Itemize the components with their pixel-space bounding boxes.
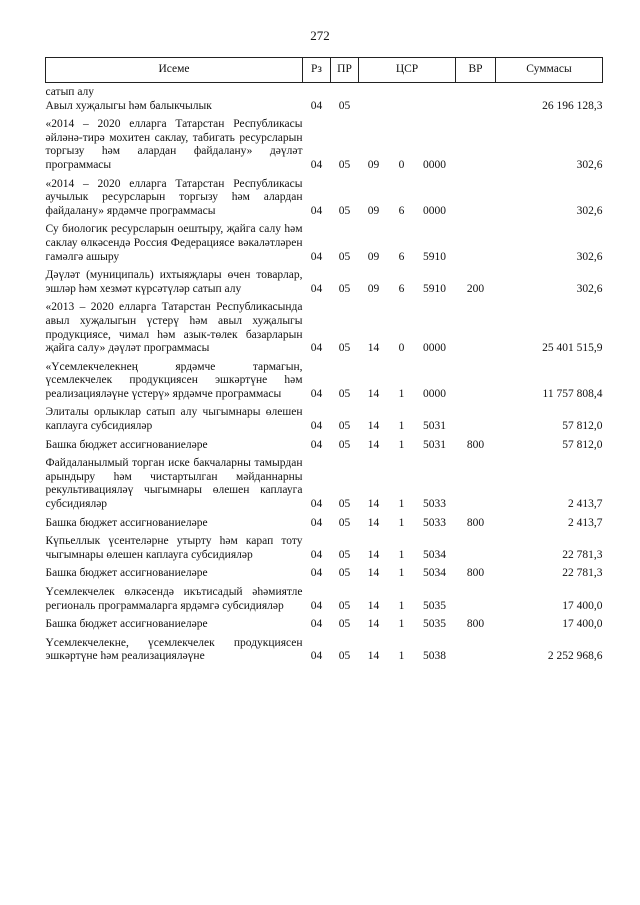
row-vr: [456, 632, 496, 664]
row-name: Башка бюджет ассигнованиеләре: [45, 618, 208, 631]
row-csr1: 14: [367, 498, 380, 511]
row-csr2: 1: [398, 516, 405, 529]
row-csr1: 14: [367, 599, 380, 612]
header-name: Исеме: [46, 58, 303, 83]
row-rz: 04: [310, 567, 323, 580]
row-rz: 04: [310, 342, 323, 355]
row-sum: 2 413,7: [568, 516, 603, 529]
row-csr1: 14: [367, 387, 380, 400]
row-csr2: 1: [398, 618, 405, 631]
row-csr: [359, 512, 456, 531]
row-csr1: 14: [367, 618, 380, 631]
row-sum: 302,6: [576, 250, 603, 263]
row-vr: [456, 296, 496, 355]
row-pr: 05: [338, 420, 351, 433]
table-row: [46, 100, 603, 114]
row-vr: [456, 113, 496, 172]
row-name: Башка бюджет ассигнованиеләре: [45, 438, 208, 451]
row-pr: 05: [338, 158, 351, 171]
header-csr: ЦСР: [359, 58, 456, 83]
page-number: 272: [310, 28, 330, 43]
row-csr1: 14: [367, 516, 380, 529]
row-csr1: 14: [367, 548, 380, 561]
row-name: «2013 – 2020 елларга Татарстан Республикасында авыл хуҗалыгын үстерү һәм авыл хуҗалыгы продукциясе, чимал һәм азык-төлек базарларын җайга салу» дәүләт программасы: [45, 301, 303, 355]
row-csr1: 09: [367, 158, 380, 171]
header-sum: Суммасы: [496, 58, 603, 83]
row-csr: [359, 356, 456, 402]
row-csr3: 5031: [423, 438, 446, 451]
row-name: Элиталы орлыклар сатып алу чыгымнары өлешен каплауга субсидияләр: [45, 406, 303, 433]
row-csr1: 09: [367, 250, 380, 263]
row-rz: 04: [310, 204, 323, 217]
row-pr: 05: [338, 387, 351, 400]
row-csr3: 0000: [423, 204, 446, 217]
row-pr: 05: [338, 438, 351, 451]
row-sum: 26 196 128,3: [542, 99, 603, 112]
row-name: Дәүләт (муниципаль) ихтыяҗлары өчен товарлар, эшләр һәм хезмәт күрсәтүләр сатып алу: [45, 269, 303, 295]
table-row: [46, 562, 603, 581]
row-csr2: 6: [398, 282, 405, 295]
row-rz: 04: [310, 438, 323, 451]
row-name: сатып алу: [45, 86, 95, 98]
row-vr: [456, 401, 496, 433]
row-vr: 800: [466, 618, 485, 631]
row-csr: [359, 83, 456, 100]
row-csr3: 5035: [423, 618, 446, 631]
row-vr: [456, 581, 496, 613]
row-rz: 04: [310, 548, 323, 561]
row-csr2: 0: [398, 158, 405, 171]
table-row: [46, 218, 603, 264]
row-vr: [456, 530, 496, 562]
row-vr: 200: [466, 282, 485, 295]
row-sum: 302,6: [576, 158, 603, 171]
row-csr3: 5910: [423, 282, 446, 295]
row-csr3: 5910: [423, 250, 446, 263]
row-csr: [359, 264, 456, 296]
row-csr: [359, 173, 456, 219]
row-csr3: 5031: [423, 420, 446, 433]
row-csr: [359, 401, 456, 433]
row-csr: [359, 613, 456, 632]
table-row: [46, 452, 603, 511]
table-row: [46, 530, 603, 562]
row-csr3: 0000: [423, 158, 446, 171]
row-sum: 11 757 808,4: [542, 387, 603, 400]
header-pr: ПР: [331, 58, 359, 83]
table-row: [46, 632, 603, 664]
row-rz: 04: [310, 99, 323, 112]
table-row: [46, 401, 603, 433]
row-sum: 17 400,0: [562, 618, 603, 631]
row-name: Күпьеллык үсентеләрне утырту һәм карап тоту чыгымнары өлешен каплауга субсидияләр: [45, 535, 303, 561]
row-csr: [359, 100, 456, 114]
header-vr: ВР: [456, 58, 496, 83]
row-csr2: 1: [398, 387, 405, 400]
row-rz: [303, 83, 331, 100]
row-csr1: 09: [367, 282, 380, 295]
row-csr2: 1: [398, 599, 405, 612]
row-csr: [359, 632, 456, 664]
row-rz: 04: [310, 516, 323, 529]
row-csr1: 14: [367, 342, 380, 355]
row-sum: 22 781,3: [562, 567, 603, 580]
row-pr: 05: [338, 250, 351, 263]
budget-table: [45, 57, 603, 664]
row-sum: 57 812,0: [562, 420, 603, 433]
table-row: [46, 296, 603, 355]
row-csr: [359, 113, 456, 172]
row-pr: 05: [338, 99, 351, 112]
table-row: [46, 512, 603, 531]
row-csr2: 0: [398, 342, 405, 355]
row-rz: 04: [310, 650, 323, 663]
table-row: [46, 173, 603, 219]
row-pr: 05: [338, 342, 351, 355]
row-name: «2014 – 2020 елларга Татарстан Республикасы аучылык ресурсларын торгызу һәм алардан файдалану» ярдәмче программасы: [45, 177, 303, 217]
row-rz: 04: [310, 599, 323, 612]
row-name: Файдаланылмый торган иске бакчаларны тамырдан арындыру һәм чистартылган мәйданнарны рекультивацияләү чыгымнары өлешен каплауга субсидияләр: [45, 457, 303, 511]
row-sum: 22 781,3: [562, 548, 603, 561]
row-vr: [456, 356, 496, 402]
row-vr: [456, 173, 496, 219]
row-csr2: 6: [398, 204, 405, 217]
row-pr: 05: [338, 650, 351, 663]
row-csr: [359, 434, 456, 453]
row-sum: 25 401 515,9: [542, 342, 603, 355]
row-csr: [359, 562, 456, 581]
row-sum: 2 252 968,6: [547, 650, 603, 663]
row-name: Башка бюджет ассигнованиеләре: [45, 567, 208, 580]
row-csr3: 5035: [423, 599, 446, 612]
row-sum: 57 812,0: [562, 438, 603, 451]
row-csr2: 1: [398, 420, 405, 433]
row-csr1: 14: [367, 567, 380, 580]
row-name: «Үсемлекчелекнең ярдәмче тармагын, үсемлекчелек продукциясен эшкәртүне һәм реализацияләүне үстерү» ярдәмче программасы: [45, 360, 303, 400]
row-name: Су биологик ресурсларын оештыру, җайга салу һәм саклау өлкәсендә Россия Федерациясе вәкаләтләрен гамәлгә ашыру: [45, 223, 303, 263]
row-name: Авыл хуҗалыгы һәм балыкчылык: [45, 99, 212, 112]
row-csr2: 1: [398, 650, 405, 663]
row-sum: 302,6: [576, 204, 603, 217]
row-pr: 05: [338, 548, 351, 561]
row-name: Үсемлекчелекне, үсемлекчелек продукциясен эшкәртүне һәм реализацияләүне: [45, 636, 303, 663]
table-row: [46, 264, 603, 296]
row-csr2: 1: [398, 548, 405, 561]
row-pr: 05: [338, 567, 351, 580]
row-vr: [456, 218, 496, 264]
row-rz: 04: [310, 618, 323, 631]
row-rz: 04: [310, 498, 323, 511]
table-header-row: [46, 58, 603, 83]
row-sum: [496, 83, 603, 100]
row-csr2: 1: [398, 567, 405, 580]
row-vr: [456, 452, 496, 511]
row-csr3: 5038: [423, 650, 446, 663]
row-vr: 800: [466, 438, 485, 451]
table-row: [46, 113, 603, 172]
row-vr: [456, 100, 496, 114]
row-csr2: 1: [398, 498, 405, 511]
row-vr: [456, 83, 496, 100]
row-csr1: 14: [367, 650, 380, 663]
header-rz: Рз: [303, 58, 331, 83]
row-csr: [359, 581, 456, 613]
row-csr1: 14: [367, 420, 380, 433]
row-csr3: 5033: [423, 516, 446, 529]
row-vr: 800: [466, 567, 485, 580]
row-sum: 2 413,7: [568, 498, 603, 511]
table-row: [46, 356, 603, 402]
row-pr: 05: [338, 618, 351, 631]
row-rz: 04: [310, 282, 323, 295]
row-csr1: 09: [367, 204, 380, 217]
row-csr1: 14: [367, 438, 380, 451]
row-pr: 05: [338, 204, 351, 217]
row-sum: 17 400,0: [562, 599, 603, 612]
row-sum: 302,6: [576, 282, 603, 295]
row-pr: 05: [338, 599, 351, 612]
table-row: [46, 613, 603, 632]
row-csr2: 1: [398, 438, 405, 451]
row-csr3: 0000: [423, 342, 446, 355]
row-rz: 04: [310, 158, 323, 171]
row-pr: 05: [338, 282, 351, 295]
row-csr: [359, 530, 456, 562]
table-row: [46, 581, 603, 613]
row-csr: [359, 452, 456, 511]
row-csr: [359, 218, 456, 264]
row-vr: 800: [466, 516, 485, 529]
row-csr3: 5034: [423, 567, 446, 580]
row-csr3: 0000: [423, 387, 446, 400]
row-csr3: 5033: [423, 498, 446, 511]
table-row: [46, 83, 603, 100]
row-csr3: 5034: [423, 548, 446, 561]
row-name: Башка бюджет ассигнованиеләре: [45, 516, 208, 529]
row-name: «2014 – 2020 елларга Татарстан Республикасы әйләнә-тирә мохитен саклау, табигать ресурсларын торгызу һәм алардан файдалану» дәүләт программасы: [45, 118, 303, 171]
row-pr: 05: [338, 516, 351, 529]
row-rz: 04: [310, 387, 323, 400]
row-csr: [359, 296, 456, 355]
row-rz: 04: [310, 250, 323, 263]
row-rz: 04: [310, 420, 323, 433]
row-name: Үсемлекчелек өлкәсендә икътисадый әһәмиятле региональ программаларга ярдәмгә субсидияләр: [45, 586, 303, 612]
row-csr2: 6: [398, 250, 405, 263]
row-pr: [331, 83, 359, 100]
table-row: [46, 434, 603, 453]
row-pr: 05: [338, 498, 351, 511]
